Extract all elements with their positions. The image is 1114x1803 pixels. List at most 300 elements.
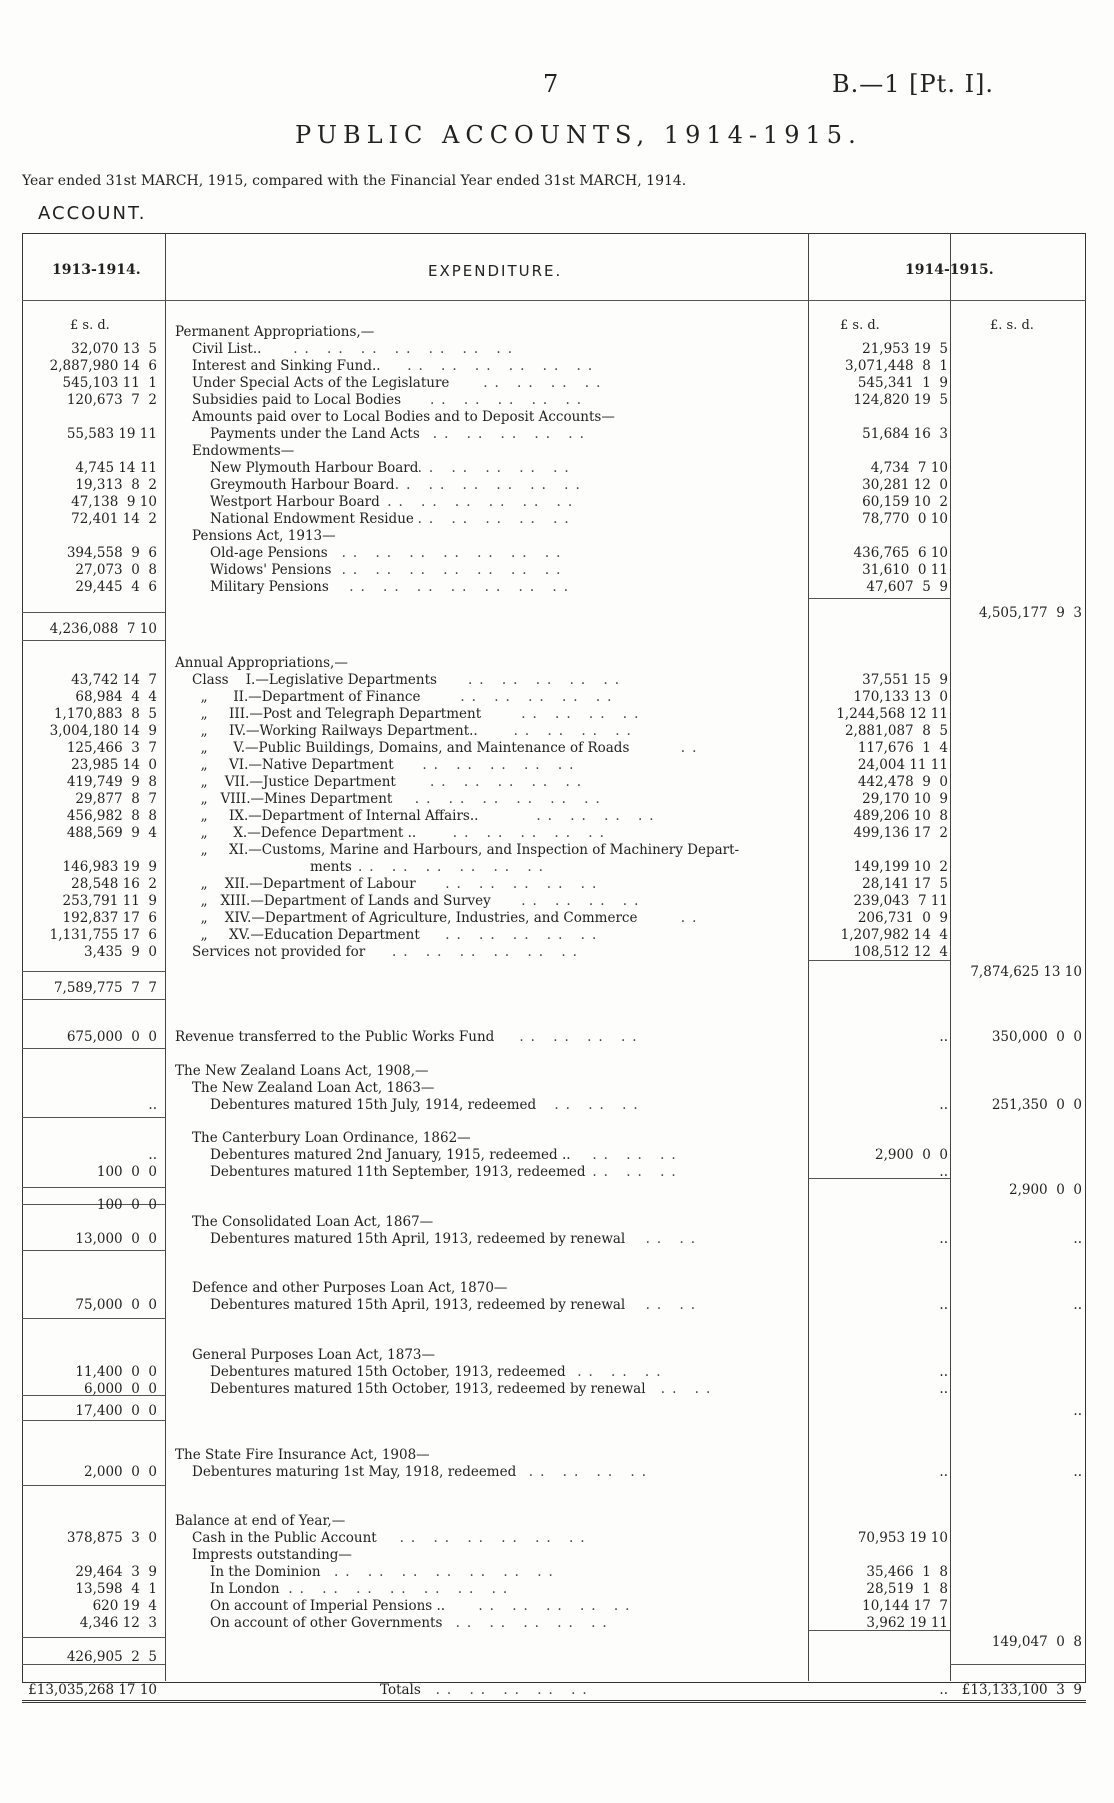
leader-dots: .. .. .. .. .. .. [394,477,587,493]
row-description: Debentures matured 15th April, 1913, redeemed by renewal [210,1231,626,1247]
description-cell [192,1347,435,1364]
table-row [0,1231,1114,1248]
row-description: Payments under the Land Acts [210,426,420,442]
amount-1914-1915: .. [939,1381,948,1397]
leader-dots: .. .. .. .. .. [445,876,604,892]
leader-dots: .. .. .. .. .. .. .. [341,545,568,561]
description-cell [192,689,420,706]
table-row [0,605,1114,622]
column-header-1914-1915: 1914-1915. [905,262,994,278]
row-description: Class I.—Legislative Departments [192,672,437,688]
amount-1914-1915: 30,281 12 0 [862,477,948,493]
table-row [0,825,1114,842]
row-description: Westport Harbour Board [210,494,380,510]
amount-1914-1915: 3,962 19 11 [866,1615,948,1631]
table-row [0,1280,1114,1297]
row-description: Under Special Acts of the Legislature [192,375,450,391]
row-description: Endowments— [192,443,295,459]
description-cell [210,1164,586,1181]
table-row [0,324,1114,341]
row-description: The New Zealand Loans Act, 1908,— [175,1063,429,1079]
amount-1913-1914: 100 0 0 [96,1164,157,1180]
table-row [0,358,1114,375]
amount-1914-1915: 24,004 11 11 [857,757,948,773]
amount-1914-1915: 35,466 1 8 [866,1564,948,1580]
table-row [0,1297,1114,1314]
amount-1913-1914: 23,985 14 0 [71,757,157,773]
row-description: „ VI.—Native Department [192,757,394,773]
amount-1913-1914: 19,313 8 2 [75,477,157,493]
description-cell [210,1297,625,1314]
row-description: Amounts paid over to Local Bodies and to Deposit Accounts— [192,409,615,425]
description-cell [192,1214,433,1231]
table-row [0,409,1114,426]
leader-dots: .. .. .. .. .. [432,426,591,442]
amount-1913-1914: 47,138 9 10 [71,494,157,510]
table-row [0,1581,1114,1598]
amount-1913-1914: 2,887,980 14 6 [49,358,157,374]
row-description: Interest and Sinking Fund.. [192,358,381,374]
description-cell [192,774,396,791]
amount-1913-1914: 419,749 9 8 [66,774,157,790]
amount-1914-1915: 149,199 10 2 [853,859,948,875]
table-row [0,774,1114,791]
table-row [0,545,1114,562]
row-description: Subsidies paid to Local Bodies [192,392,402,408]
description-cell [192,893,491,910]
section-rule [22,1250,165,1251]
table-row [0,1029,1114,1046]
row-description: On account of Imperial Pensions .. [210,1598,446,1614]
description-cell [192,927,420,944]
leader-dots: .. .. .. [592,1147,683,1163]
row-description: Services not provided for [192,944,366,960]
amount-1914-1915: 60,159 10 2 [862,494,948,510]
table-row [0,341,1114,358]
amount-1914-1915: 70,953 19 10 [857,1530,948,1546]
table-row [0,1513,1114,1530]
leader-dots: .. .. .. .. .. [417,511,576,527]
leader-dots: .. .. .. .. [513,723,638,739]
subtotal-rule [22,999,165,1000]
table-row [0,1063,1114,1080]
description-cell [175,1447,430,1464]
amount-1913-1914: 253,791 11 9 [62,893,157,909]
row-description: Civil List.. [192,341,262,357]
section-rule [22,1420,165,1421]
row-description: Greymouth Harbour Board [210,477,395,493]
amount-1913-1914: 13,598 4 1 [75,1581,157,1597]
amount-1914-1915: .. [939,1164,948,1180]
amount-1914-1915: 37,551 15 9 [862,672,948,688]
description-cell [192,1130,471,1147]
table-row [0,621,1114,638]
leader-dots: .. .. .. .. .. [430,392,589,408]
row-description: „ VIII.—Mines Department [192,791,393,807]
row-description: „ XI.—Customs, Marine and Harbours, and Inspection of Machinery Depart- [192,842,740,858]
table-row [0,655,1114,672]
leader-dots: .. .. .. .. .. [478,1598,637,1614]
description-cell [192,944,365,961]
amount-1913-1914: 11,400 0 0 [75,1364,157,1380]
amount-1914-1915: 78,770 0 10 [862,511,948,527]
leader-dots: .. .. [645,1231,703,1247]
leader-dots: .. .. .. .. .. [445,927,604,943]
table-row [0,1447,1114,1464]
row-description: Debentures matured 11th September, 1913, redeemed [210,1164,586,1180]
leader-dots: .. .. .. .. .. [417,460,576,476]
description-cell [192,706,481,723]
amount-1914-1915: 29,170 10 9 [862,791,948,807]
description-cell [192,375,449,392]
description-cell [192,1530,377,1547]
leader-dots: .. .. .. .. [536,808,661,824]
total-1914-1915: .. [1073,1231,1082,1247]
table-row [0,740,1114,757]
row-description: In the Dominion [210,1564,321,1580]
description-cell [210,1598,445,1615]
description-cell [192,842,739,859]
row-description: „ IV.—Working Railways Department.. [192,723,478,739]
amount-1913-1914: 32,070 13 5 [71,341,157,357]
table-row [0,375,1114,392]
total-1914-1915: 149,047 0 8 [991,1634,1082,1650]
table-row [0,1164,1114,1181]
leader-dots: .. .. .. .. .. .. .. [293,341,520,357]
row-description: Old-age Pensions [210,545,328,561]
leader-dots: .. .. .. .. .. .. [399,1530,592,1546]
amount-1914-1915: 3,071,448 8 1 [844,358,948,374]
leader-dots: .. .. .. .. .. .. .. [334,1564,560,1580]
amount-1913-1914: 100 0 0 [96,1197,157,1213]
row-description: Debentures matured 15th October, 1913, redeemed [210,1364,566,1380]
row-description: Cash in the Public Account [192,1530,377,1546]
description-cell [192,443,294,460]
table-row [0,927,1114,944]
amount-1914-1915: 499,136 17 2 [853,825,948,841]
amount-1914-1915: .. [939,1097,948,1113]
total-1914-1915: 4,505,177 9 3 [978,605,1082,621]
amount-1914-1915: 4,734 7 10 [870,460,948,476]
table-row [0,460,1114,477]
row-description: General Purposes Loan Act, 1873— [192,1347,436,1363]
amount-1914-1915: 108,512 12 4 [853,944,948,960]
amount-1913-1914: 13,000 0 0 [75,1231,157,1247]
leader-dots: .. .. .. .. .. [455,1615,614,1631]
leader-dots: .. .. .. .. [521,893,646,909]
row-description: „ XIII.—Department of Lands and Survey [192,893,491,909]
table-row [0,1147,1114,1164]
amount-1913-1914: 394,558 9 6 [66,545,157,561]
column-header-expenditure: EXPENDITURE. [428,262,563,280]
row-description: Permanent Appropriations,— [175,324,375,340]
table-row [0,579,1114,596]
amount-1913-1914: 4,346 12 3 [79,1615,157,1631]
amount-1914-1915: .. [939,1297,948,1313]
amount-1913-1914: 120,673 7 2 [66,392,157,408]
description-cell [192,528,336,545]
leader-dots: .. .. .. .. .. .. [407,358,600,374]
amount-1914-1915: 21,953 19 5 [862,341,948,357]
amount-1914-1915: 489,206 10 8 [853,808,948,824]
description-cell [210,1097,536,1114]
amount-1914-1915: 31,610 0 11 [862,562,948,578]
lsd-header-prev: £ s. d. [70,318,110,333]
amount-1914-1915: 442,478 9 0 [857,774,948,790]
amount-1914-1915: 2,900 0 0 [875,1147,948,1163]
description-cell [192,740,629,757]
amount-1913-1914: 125,466 3 7 [66,740,157,756]
row-description: New Plymouth Harbour Board [210,460,419,476]
amount-1913-1914: 27,073 0 8 [75,562,157,578]
table-row [0,980,1114,997]
amount-1914-1915: 545,341 1 9 [857,375,948,391]
subtotal-rule [22,640,165,641]
header-rule [22,300,1086,301]
description-cell [210,1564,321,1581]
table-row [0,859,1114,876]
row-description: „ III.—Post and Telegraph Department [192,706,482,722]
description-cell [192,392,401,409]
description-cell [192,876,416,893]
description-cell [210,494,380,511]
amount-1913-1914: 675,000 0 0 [66,1029,157,1045]
lsd-header-total: £. s. d. [990,318,1034,333]
row-description: Debentures matured 15th April, 1913, redeemed by renewal [210,1297,626,1313]
description-cell [192,358,381,375]
row-description: ments [310,859,352,875]
description-cell [310,859,352,876]
table-row [0,1364,1114,1381]
description-cell [192,341,261,358]
description-cell [192,1080,434,1097]
table-row [0,1598,1114,1615]
description-cell [175,1063,429,1080]
column-header-1913-1914: 1913-1914. [52,262,141,278]
description-cell [210,562,331,579]
leader-dots: .. [680,910,704,926]
total-1914-1915: .. [1073,1464,1082,1480]
description-cell [210,1364,566,1381]
leader-dots: .. .. .. .. .. [430,774,589,790]
table-row [0,1347,1114,1364]
amount-1913-1914: 17,400 0 0 [75,1403,157,1419]
row-description: Totals [380,1682,421,1698]
leader-dots: .. .. .. .. .. [452,825,611,841]
row-description: Debentures maturing 1st May, 1918, redeemed [192,1464,517,1480]
row-description: Debentures matured 15th October, 1913, redeemed by renewal [210,1381,646,1397]
amount-1914-1915: .. [939,1231,948,1247]
table-row [0,426,1114,443]
leader-dots: .. .. .. .. .. [460,689,619,705]
total-1914-1915: 251,350 0 0 [991,1097,1082,1113]
table-row [0,1130,1114,1147]
row-description: The Canterbury Loan Ordinance, 1862— [192,1130,471,1146]
description-cell [210,579,329,596]
amount-1914-1915: 47,607 5 9 [866,579,948,595]
amount-1913-1914: 6,000 0 0 [84,1381,157,1397]
description-cell [192,672,437,689]
table-row [0,944,1114,961]
table-row [0,1080,1114,1097]
description-cell [210,426,420,443]
table-row [0,443,1114,460]
amount-1914-1915: 206,731 0 9 [857,910,948,926]
table-row [0,511,1114,528]
description-cell [210,1147,571,1164]
amount-1914-1915: 28,519 1 8 [866,1581,948,1597]
description-cell [192,791,392,808]
description-cell [210,1381,646,1398]
description-cell [210,1581,280,1598]
section-rule [22,1048,165,1049]
leader-dots: .. .. .. [592,1164,683,1180]
row-description: Debentures matured 2nd January, 1915, redeemed .. [210,1147,571,1163]
description-cell [210,545,328,562]
amount-1913-1914: 456,982 8 8 [66,808,157,824]
row-description: Defence and other Purposes Loan Act, 1870— [192,1280,508,1296]
leader-dots: .. .. .. .. .. .. .. [341,562,568,578]
amount-1914-1915: .. [939,1682,948,1698]
table-row [0,808,1114,825]
amount-1913-1914: 620 19 4 [92,1598,157,1614]
row-description: „ V.—Public Buildings, Domains, and Maintenance of Roads [192,740,630,756]
document-reference: B.—1 [Pt. I]. [832,70,995,98]
leader-dots: .. .. [660,1381,718,1397]
amount-1914-1915: 1,207,982 14 4 [840,927,948,943]
amount-1914-1915: 10,144 17 7 [862,1598,948,1614]
leader-dots: .. .. .. .. .. [468,672,627,688]
amount-1913-1914: £13,035,268 17 10 [28,1682,157,1698]
row-description: „ XII.—Department of Labour [192,876,416,892]
table-row [0,689,1114,706]
row-description: Military Pensions [210,579,329,595]
amount-1913-1914: 72,401 14 2 [71,511,157,527]
amount-1914-1915: 2,881,087 8 5 [844,723,948,739]
amount-1913-1914: .. [148,1097,157,1113]
row-description: „ VII.—Justice Department [192,774,396,790]
amount-1913-1914: 68,984 4 4 [75,689,157,705]
amount-1913-1914: 7,589,775 7 7 [53,980,157,996]
table-row [0,1649,1114,1666]
table-row [0,910,1114,927]
table-row [0,964,1114,981]
leader-dots: .. .. .. .. .. .. .. [288,1581,515,1597]
amount-1913-1914: 43,742 14 7 [71,672,157,688]
amount-1913-1914: 146,983 19 9 [62,859,157,875]
leader-dots: .. .. .. .. .. [422,757,581,773]
description-cell [192,1547,352,1564]
total-1914-1915: .. [1073,1403,1082,1419]
leader-dots: .. .. .. .. [519,1029,644,1045]
leader-dots: .. .. [645,1297,703,1313]
leader-dots: .. .. .. .. [483,375,608,391]
total-1914-1915: 350,000 0 0 [991,1029,1082,1045]
description-cell [380,1682,421,1699]
totals-double-rule [22,1700,1086,1703]
amount-1913-1914: 29,445 4 6 [75,579,157,595]
description-cell [192,910,637,927]
leader-dots: .. .. .. .. [521,706,646,722]
leader-dots: .. [680,740,704,756]
table-row [0,1197,1114,1214]
leader-dots: .. .. .. .. .. [435,1682,594,1698]
row-description: Balance at end of Year,— [175,1513,346,1529]
table-row [0,562,1114,579]
table-row [0,842,1114,859]
description-cell [192,757,394,774]
row-description: „ XV.—Education Department [192,927,420,943]
amount-1913-1914: 378,875 3 0 [66,1530,157,1546]
table-row [0,477,1114,494]
page-number: 7 [543,70,559,98]
subtotal-rule [808,598,950,599]
amount-1914-1915: 170,133 13 0 [853,689,948,705]
row-description: „ IX.—Department of Internal Affairs.. [192,808,479,824]
amount-1913-1914: 75,000 0 0 [75,1297,157,1313]
account-heading: ACCOUNT. [38,203,147,224]
amount-1913-1914: 29,877 8 7 [75,791,157,807]
leader-dots: .. .. .. [554,1097,645,1113]
row-description: The Consolidated Loan Act, 1867— [192,1214,434,1230]
row-description: „ II.—Department of Finance [192,689,421,705]
table-row [0,672,1114,689]
amount-1914-1915: 51,684 16 3 [862,426,948,442]
row-description: „ XIV.—Department of Agriculture, Industries, and Commerce [192,910,638,926]
leader-dots: .. .. .. .. .. .. [392,944,584,960]
table-row [0,1530,1114,1547]
amount-1914-1915: .. [939,1364,948,1380]
amount-1913-1914: 1,131,755 17 6 [49,927,157,943]
row-description: „ X.—Defence Department .. [192,825,417,841]
page-title: PUBLIC ACCOUNTS, 1914-1915. [295,121,862,149]
amount-1913-1914: 29,464 3 9 [75,1564,157,1580]
description-cell [210,511,414,528]
amount-1914-1915: .. [939,1029,948,1045]
description-cell [192,1280,507,1297]
table-row [0,893,1114,910]
description-cell [210,477,395,494]
description-cell [175,1513,345,1530]
row-description: Widows' Pensions [210,562,332,578]
amount-1913-1914: .. [148,1147,157,1163]
row-description: National Endowment Residue [210,511,414,527]
table-row [0,1214,1114,1231]
total-1914-1915: 2,900 0 0 [1009,1182,1082,1198]
table-row [0,392,1114,409]
row-description: In London [210,1581,280,1597]
table-row [0,1564,1114,1581]
leader-dots: .. .. .. .. .. .. .. [349,579,576,595]
total-1914-1915: £13,133,100 3 9 [961,1682,1082,1698]
row-description: Annual Appropriations,— [175,655,348,671]
table-row [0,494,1114,511]
total-1914-1915: 7,874,625 13 10 [970,964,1082,980]
amount-1913-1914: 545,103 11 1 [62,375,157,391]
amount-1913-1914: 4,236,088 7 10 [49,621,157,637]
table-row [0,1403,1114,1420]
table-row [0,1615,1114,1632]
description-cell [210,1615,442,1632]
amount-1913-1914: 192,837 17 6 [62,910,157,926]
description-cell [175,655,348,672]
row-description: Imprests outstanding— [192,1547,352,1563]
row-description: Debentures matured 15th July, 1914, redeemed [210,1097,537,1113]
table-row [0,757,1114,774]
leader-dots: .. .. .. .. [528,1464,654,1480]
table-row [0,1381,1114,1398]
leader-dots: .. .. .. [577,1364,668,1380]
